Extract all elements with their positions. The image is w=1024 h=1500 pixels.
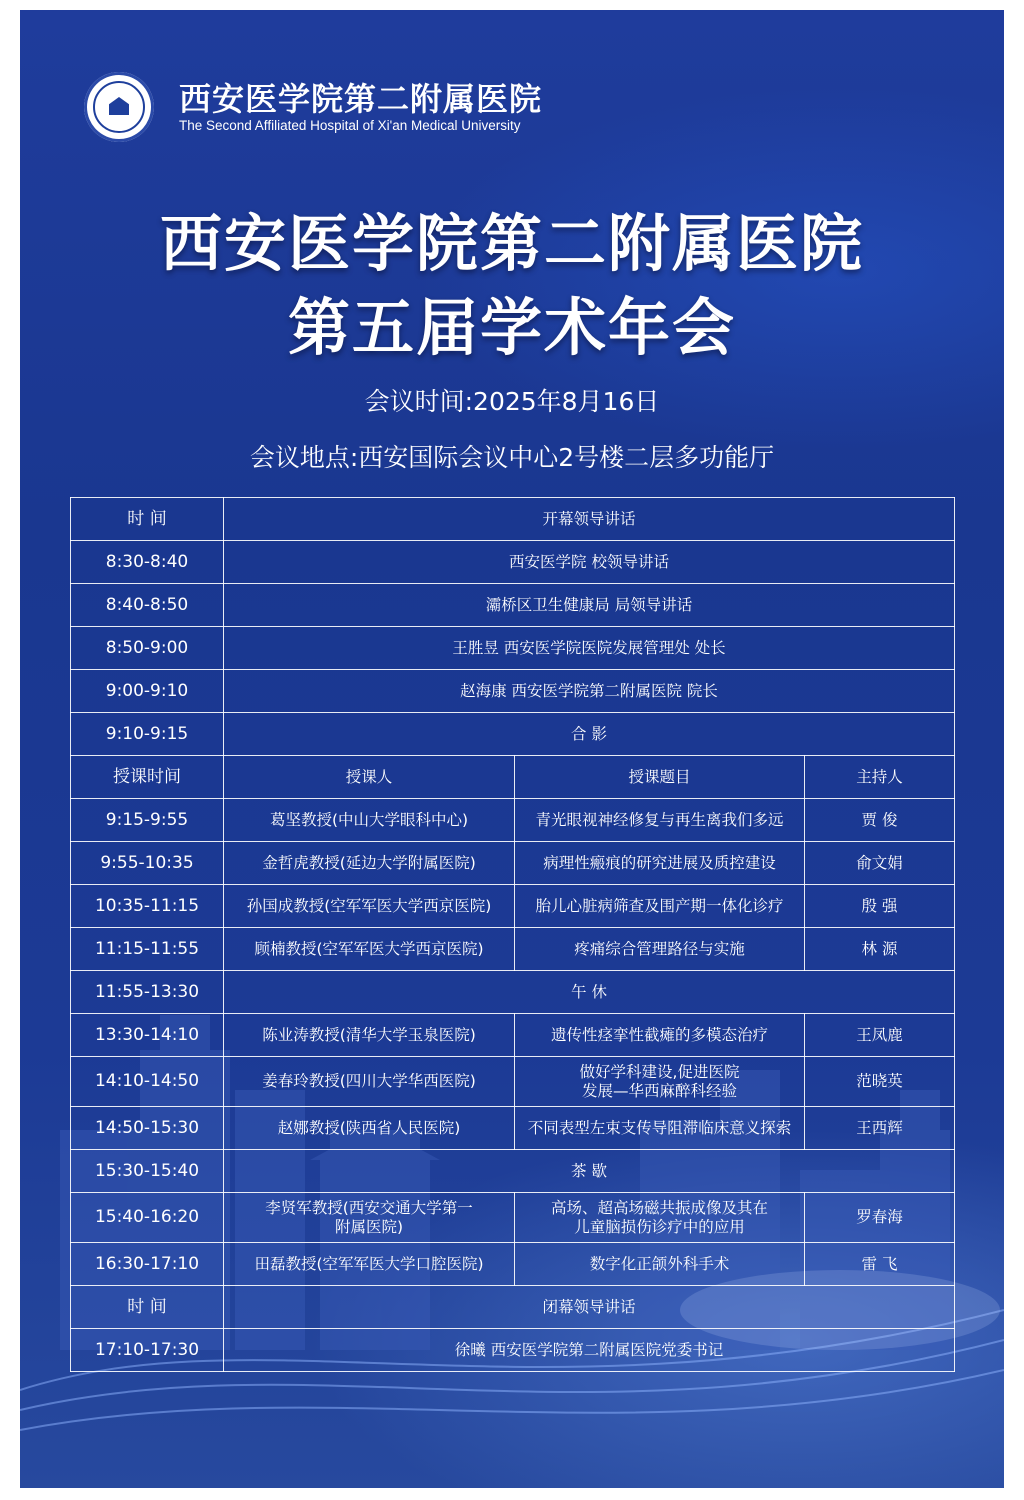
- table-header-cell: 主持人: [805, 756, 955, 799]
- table-row: [71, 1193, 955, 1243]
- table-cell: 15:40-16:20: [71, 1193, 224, 1243]
- hospital-name-en: The Second Affiliated Hospital of Xi'an Medical University: [179, 118, 521, 133]
- table-row: [71, 1243, 955, 1286]
- table-row: [71, 627, 955, 670]
- table-cell: 17:10-17:30: [71, 1329, 224, 1372]
- table-row: [71, 1014, 955, 1057]
- table-row: [71, 584, 955, 627]
- table-cell: 11:15-11:55: [71, 928, 224, 971]
- table-cell: 11:55-13:30: [71, 971, 224, 1014]
- table-cell: 王凤鹿: [805, 1014, 955, 1057]
- schedule-table: [70, 497, 955, 1372]
- table-cell: 9:10-9:15: [71, 713, 224, 756]
- meeting-time: 会议时间:2025年8月16日: [364, 387, 660, 416]
- table-cell: [515, 1057, 805, 1107]
- table-row: [71, 1329, 955, 1372]
- table-row-break: [71, 971, 955, 1014]
- table-cell: 王胜昱 西安医学院医院发展管理处 处长: [224, 627, 955, 670]
- table-cell: 数字化正颌外科手术: [515, 1243, 805, 1286]
- table-cell: 青光眼视神经修复与再生离我们多远: [515, 799, 805, 842]
- table-cell: 姜春玲教授(四川大学华西医院): [224, 1057, 515, 1107]
- table-cell: 16:30-17:10: [71, 1243, 224, 1286]
- table-header-cell: 授课题目: [515, 756, 805, 799]
- hospital-emblem-icon: [84, 72, 154, 142]
- hospital-header: [84, 72, 704, 142]
- table-row: [71, 498, 955, 541]
- table-cell: 顾楠教授(空军军医大学西京医院): [224, 928, 515, 971]
- table-cell: 9:15-9:55: [71, 799, 224, 842]
- topic-line: 发展—华西麻醉科经验: [581, 1081, 737, 1100]
- poster: [20, 10, 1004, 1488]
- table-row: [71, 1107, 955, 1150]
- table-row: [71, 842, 955, 885]
- table-cell: 14:50-15:30: [71, 1107, 224, 1150]
- table-row: [71, 1057, 955, 1107]
- table-cell: 茶 歇: [224, 1150, 955, 1193]
- table-row: [71, 799, 955, 842]
- table-cell: 午 休: [224, 971, 955, 1014]
- speaker-line: 附属医院): [334, 1217, 404, 1236]
- table-cell: 合 影: [224, 713, 955, 756]
- table-cell: 8:40-8:50: [71, 584, 224, 627]
- table-cell: 9:00-9:10: [71, 670, 224, 713]
- table-cell: 15:30-15:40: [71, 1150, 224, 1193]
- table-cell: 赵娜教授(陕西省人民医院): [224, 1107, 515, 1150]
- table-cell: 不同表型左束支传导阻滞临床意义探索: [515, 1107, 805, 1150]
- table-cell: 陈业涛教授(清华大学玉泉医院): [224, 1014, 515, 1057]
- table-header-cell: 授课时间: [71, 756, 224, 799]
- table-cell: 胎儿心脏病筛查及围产期一体化诊疗: [515, 885, 805, 928]
- table-cell: 病理性瘢痕的研究进展及质控建设: [515, 842, 805, 885]
- table-cell: 灞桥区卫生健康局 局领导讲话: [224, 584, 955, 627]
- table-cell: 疼痛综合管理路径与实施: [515, 928, 805, 971]
- table-row: [71, 670, 955, 713]
- table-cell: [224, 1193, 515, 1243]
- table-cell: 遗传性痉挛性截瘫的多模态治疗: [515, 1014, 805, 1057]
- table-cell: 时 间: [71, 498, 224, 541]
- table-cell: 14:10-14:50: [71, 1057, 224, 1107]
- table-header-cell: 授课人: [224, 756, 515, 799]
- table-cell: 赵海康 西安医学院第二附属医院 院长: [224, 670, 955, 713]
- table-cell: 罗春海: [805, 1193, 955, 1243]
- table-row: [71, 885, 955, 928]
- table-row: [71, 928, 955, 971]
- main-title-line2: 第五届学术年会: [287, 291, 736, 364]
- table-cell: 雷 飞: [805, 1243, 955, 1286]
- table-cell: 殷 强: [805, 885, 955, 928]
- topic-line: 高场、超高场磁共振成像及其在: [550, 1198, 768, 1217]
- table-header-row: [71, 756, 955, 799]
- table-cell: 13:30-14:10: [71, 1014, 224, 1057]
- table-cell: 闭幕领导讲话: [224, 1286, 955, 1329]
- table-cell: 8:30-8:40: [71, 541, 224, 584]
- table-cell: 范晓英: [805, 1057, 955, 1107]
- table-row: [71, 541, 955, 584]
- table-cell: 开幕领导讲话: [224, 498, 955, 541]
- table-row-break: [71, 1150, 955, 1193]
- table-cell: 金哲虎教授(延边大学附属医院): [224, 842, 515, 885]
- table-cell: 俞文娟: [805, 842, 955, 885]
- table-cell: 林 源: [805, 928, 955, 971]
- table-cell: 西安医学院 校领导讲话: [224, 541, 955, 584]
- meeting-place: 会议地点:西安国际会议中心2号楼二层多功能厅: [249, 443, 775, 472]
- table-cell: 葛坚教授(中山大学眼科中心): [224, 799, 515, 842]
- table-cell: [515, 1193, 805, 1243]
- table-row: [71, 713, 955, 756]
- table-cell: 孙国成教授(空军军医大学西京医院): [224, 885, 515, 928]
- main-title-line1: 西安医学院第二附属医院: [159, 207, 864, 280]
- table-cell: 徐曦 西安医学院第二附属医院党委书记: [224, 1329, 955, 1372]
- topic-line: 做好学科建设,促进医院: [579, 1062, 740, 1081]
- table-cell: 8:50-9:00: [71, 627, 224, 670]
- table-cell: 10:35-11:15: [71, 885, 224, 928]
- table-cell: 王西辉: [805, 1107, 955, 1150]
- table-cell: 贾 俊: [805, 799, 955, 842]
- topic-line: 儿童脑损伤诊疗中的应用: [574, 1217, 745, 1236]
- table-cell: 田磊教授(空军军医大学口腔医院): [224, 1243, 515, 1286]
- table-cell: 时 间: [71, 1286, 224, 1329]
- hospital-name-cn: 西安医学院第二附属医院: [179, 80, 543, 118]
- table-cell: 9:55-10:35: [71, 842, 224, 885]
- speaker-line: 李贤军教授(西安交通大学第一: [265, 1198, 473, 1217]
- table-header-row: [71, 1286, 955, 1329]
